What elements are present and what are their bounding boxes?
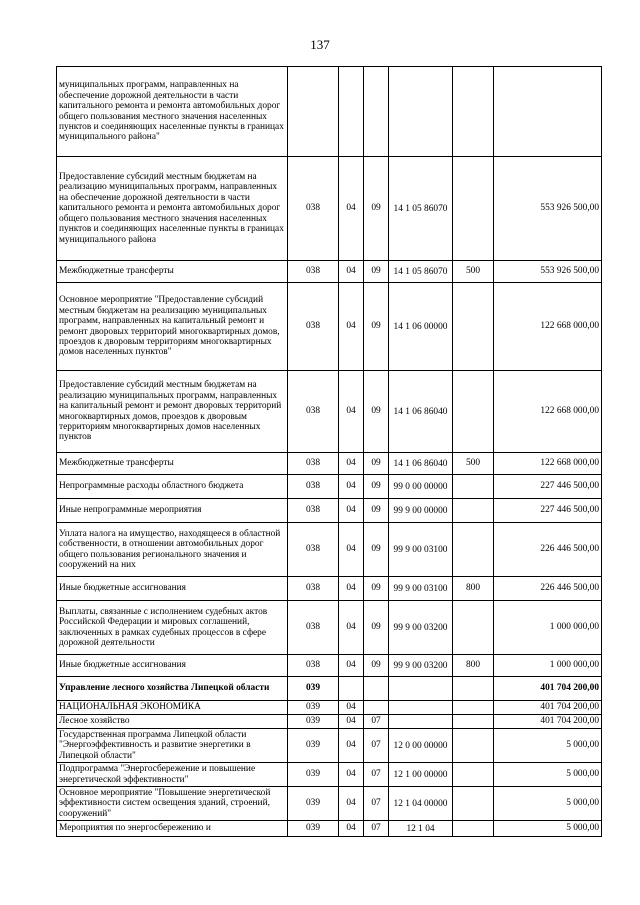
cell-subsection: 09	[364, 261, 389, 283]
cell-name: Иные бюджетные ассигнования	[57, 655, 288, 677]
cell-name: Подпрограмма "Энергосбережение и повышение энергетической эффективности"	[57, 763, 288, 787]
table-row	[57, 67, 602, 157]
cell-subsection	[364, 701, 389, 715]
cell-vr	[453, 729, 494, 763]
cell-name: муниципальных программ, направленных на обеспечение дорожной деятельности в части капитального ремонта и ремонта автомобильных дорог общего пользования местного значения населенных пунктов и соединяющих населенные пункты в границах муниципального района"	[57, 67, 288, 157]
cell-name: Основное мероприятие "Предоставление субсидий местным бюджетам на реализацию муниципальных программ, направленных на капитальный ремонт и ремонт дворовых территорий многоквартирных домов, проездов к дворовым территориям многоквартирных домов населенных пунктов"	[57, 283, 288, 371]
cell-sum	[494, 67, 602, 157]
cell-name: Выплаты, связанные с исполнением судебных актов Российской Федерации и мировых соглашений, заключенных в рамках судебных процессов в сфере дорожной деятельности	[57, 601, 288, 655]
cell-vr: 500	[453, 453, 494, 475]
cell-section: 04	[339, 655, 364, 677]
table-row	[57, 523, 602, 577]
cell-sum: 227 446 500,00	[494, 475, 602, 499]
cell-vr	[453, 475, 494, 499]
cell-name: Межбюджетные трансферты	[57, 261, 288, 283]
cell-subsection	[364, 677, 389, 701]
cell-sum: 122 668 000,00	[494, 453, 602, 475]
cell-target: 14 1 05 86070	[389, 261, 453, 283]
page-number: 137	[310, 37, 330, 52]
cell-section: 04	[339, 157, 364, 261]
cell-sum: 1 000 000,00	[494, 655, 602, 677]
cell-name: НАЦИОНАЛЬНАЯ ЭКОНОМИКА	[57, 701, 288, 715]
table-row	[57, 787, 602, 821]
cell-code: 039	[288, 763, 339, 787]
cell-target: 99 9 00 03200	[389, 601, 453, 655]
cell-sum: 122 668 000,00	[494, 371, 602, 453]
cell-target: 99 9 00 03100	[389, 577, 453, 601]
table-row	[57, 701, 602, 715]
cell-code: 038	[288, 577, 339, 601]
cell-code: 038	[288, 499, 339, 523]
cell-target	[389, 701, 453, 715]
cell-vr	[453, 67, 494, 157]
cell-code	[288, 67, 339, 157]
table-row	[57, 677, 602, 701]
cell-target: 99 9 00 03200	[389, 655, 453, 677]
budget-table	[56, 66, 602, 837]
cell-vr	[453, 283, 494, 371]
cell-vr	[453, 715, 494, 729]
cell-section: 04	[339, 453, 364, 475]
cell-sum: 226 446 500,00	[494, 523, 602, 577]
cell-vr	[453, 157, 494, 261]
cell-name: Уплата налога на имущество, находящееся в областной собственности, в отношении автомобильных дорог общего пользования регионального значения и сооружений на них	[57, 523, 288, 577]
cell-vr	[453, 763, 494, 787]
cell-name: Предоставление субсидий местным бюджетам на реализацию муниципальных программ, направленных на обеспечение дорожной деятельности в части капитального ремонта и ремонта автомобильных дорог общего пользования местного значения населенных пунктов и соединяющих населенные пункты в границах муниципального района	[57, 157, 288, 261]
cell-code: 038	[288, 157, 339, 261]
table-row	[57, 601, 602, 655]
cell-code: 038	[288, 475, 339, 499]
cell-name: Управление лесного хозяйства Липецкой области	[57, 677, 288, 701]
cell-section: 04	[339, 787, 364, 821]
cell-section: 04	[339, 475, 364, 499]
cell-target	[389, 67, 453, 157]
cell-target: 99 9 00 00000	[389, 499, 453, 523]
cell-target: 12 1 04	[389, 821, 453, 837]
cell-subsection: 09	[364, 499, 389, 523]
cell-vr	[453, 523, 494, 577]
cell-code: 039	[288, 715, 339, 729]
table-row	[57, 715, 602, 729]
cell-target: 14 1 06 86040	[389, 371, 453, 453]
cell-target: 12 0 00 00000	[389, 729, 453, 763]
cell-vr	[453, 821, 494, 837]
cell-vr: 800	[453, 577, 494, 601]
cell-sum: 5 000,00	[494, 787, 602, 821]
cell-section: 04	[339, 283, 364, 371]
cell-sum: 5 000,00	[494, 729, 602, 763]
cell-subsection: 07	[364, 729, 389, 763]
table-row	[57, 283, 602, 371]
cell-vr	[453, 371, 494, 453]
cell-section: 04	[339, 763, 364, 787]
table-row	[57, 655, 602, 677]
cell-section: 04	[339, 577, 364, 601]
cell-subsection: 09	[364, 283, 389, 371]
cell-subsection: 09	[364, 453, 389, 475]
cell-target: 99 0 00 00000	[389, 475, 453, 499]
cell-target: 14 1 05 86070	[389, 157, 453, 261]
cell-target: 12 1 00 00000	[389, 763, 453, 787]
cell-name: Предоставление субсидий местным бюджетам на реализацию муниципальных программ, направленных на капитальный ремонт и ремонт дворовых территорий многоквартирных домов, проездов к дворовым территориям многоквартирных домов населенных пунктов	[57, 371, 288, 453]
cell-subsection: 09	[364, 655, 389, 677]
table-row	[57, 577, 602, 601]
cell-sum: 226 446 500,00	[494, 577, 602, 601]
cell-section: 04	[339, 715, 364, 729]
cell-section: 04	[339, 523, 364, 577]
cell-sum: 1 000 000,00	[494, 601, 602, 655]
cell-vr	[453, 787, 494, 821]
table-row	[57, 453, 602, 475]
cell-target: 99 9 00 03100	[389, 523, 453, 577]
cell-code: 039	[288, 787, 339, 821]
table-row	[57, 763, 602, 787]
cell-subsection: 07	[364, 715, 389, 729]
cell-name: Иные непрограммные мероприятия	[57, 499, 288, 523]
cell-target: 14 1 06 86040	[389, 453, 453, 475]
cell-subsection: 09	[364, 475, 389, 499]
table-row	[57, 261, 602, 283]
cell-name: Мероприятия по энергосбережению и	[57, 821, 288, 837]
cell-subsection: 09	[364, 157, 389, 261]
cell-code: 038	[288, 283, 339, 371]
table-row	[57, 821, 602, 837]
cell-section	[339, 67, 364, 157]
cell-section: 04	[339, 701, 364, 715]
cell-name: Межбюджетные трансферты	[57, 453, 288, 475]
cell-target	[389, 715, 453, 729]
cell-section	[339, 677, 364, 701]
cell-name: Лесное хозяйство	[57, 715, 288, 729]
cell-name: Государственная программа Липецкой области "Энергоэффективность и развитие энергетики в Липецкой области"	[57, 729, 288, 763]
cell-sum: 5 000,00	[494, 821, 602, 837]
cell-sum: 401 704 200,00	[494, 701, 602, 715]
cell-code: 039	[288, 701, 339, 715]
cell-subsection: 09	[364, 523, 389, 577]
cell-sum: 553 926 500,00	[494, 157, 602, 261]
cell-subsection: 09	[364, 577, 389, 601]
cell-code: 038	[288, 261, 339, 283]
table-row	[57, 729, 602, 763]
cell-vr	[453, 499, 494, 523]
cell-vr: 500	[453, 261, 494, 283]
cell-sum: 401 704 200,00	[494, 715, 602, 729]
cell-vr	[453, 701, 494, 715]
cell-code: 038	[288, 523, 339, 577]
cell-name: Иные бюджетные ассигнования	[57, 577, 288, 601]
cell-vr	[453, 677, 494, 701]
table-row	[57, 157, 602, 261]
cell-vr	[453, 601, 494, 655]
cell-sum: 5 000,00	[494, 763, 602, 787]
cell-subsection: 07	[364, 763, 389, 787]
cell-sum: 122 668 000,00	[494, 283, 602, 371]
cell-code: 038	[288, 601, 339, 655]
cell-subsection: 07	[364, 821, 389, 837]
cell-section: 04	[339, 261, 364, 283]
table-row	[57, 475, 602, 499]
cell-code: 039	[288, 677, 339, 701]
cell-code: 039	[288, 729, 339, 763]
table-row	[57, 499, 602, 523]
cell-code: 039	[288, 821, 339, 837]
table-row	[57, 371, 602, 453]
cell-sum: 227 446 500,00	[494, 499, 602, 523]
cell-target: 14 1 06 00000	[389, 283, 453, 371]
cell-section: 04	[339, 601, 364, 655]
cell-target: 12 1 04 00000	[389, 787, 453, 821]
cell-name: Основное мероприятие "Повышение энергетической эффективности систем освещения зданий, строений, сооружений"	[57, 787, 288, 821]
cell-subsection	[364, 67, 389, 157]
cell-section: 04	[339, 499, 364, 523]
cell-section: 04	[339, 371, 364, 453]
cell-section: 04	[339, 729, 364, 763]
cell-name: Непрограммные расходы областного бюджета	[57, 475, 288, 499]
cell-vr: 800	[453, 655, 494, 677]
cell-subsection: 09	[364, 371, 389, 453]
cell-sum: 553 926 500,00	[494, 261, 602, 283]
cell-subsection: 07	[364, 787, 389, 821]
cell-code: 038	[288, 371, 339, 453]
cell-code: 038	[288, 655, 339, 677]
cell-sum: 401 704 200,00	[494, 677, 602, 701]
cell-section: 04	[339, 821, 364, 837]
cell-subsection: 09	[364, 601, 389, 655]
cell-code: 038	[288, 453, 339, 475]
cell-target	[389, 677, 453, 701]
